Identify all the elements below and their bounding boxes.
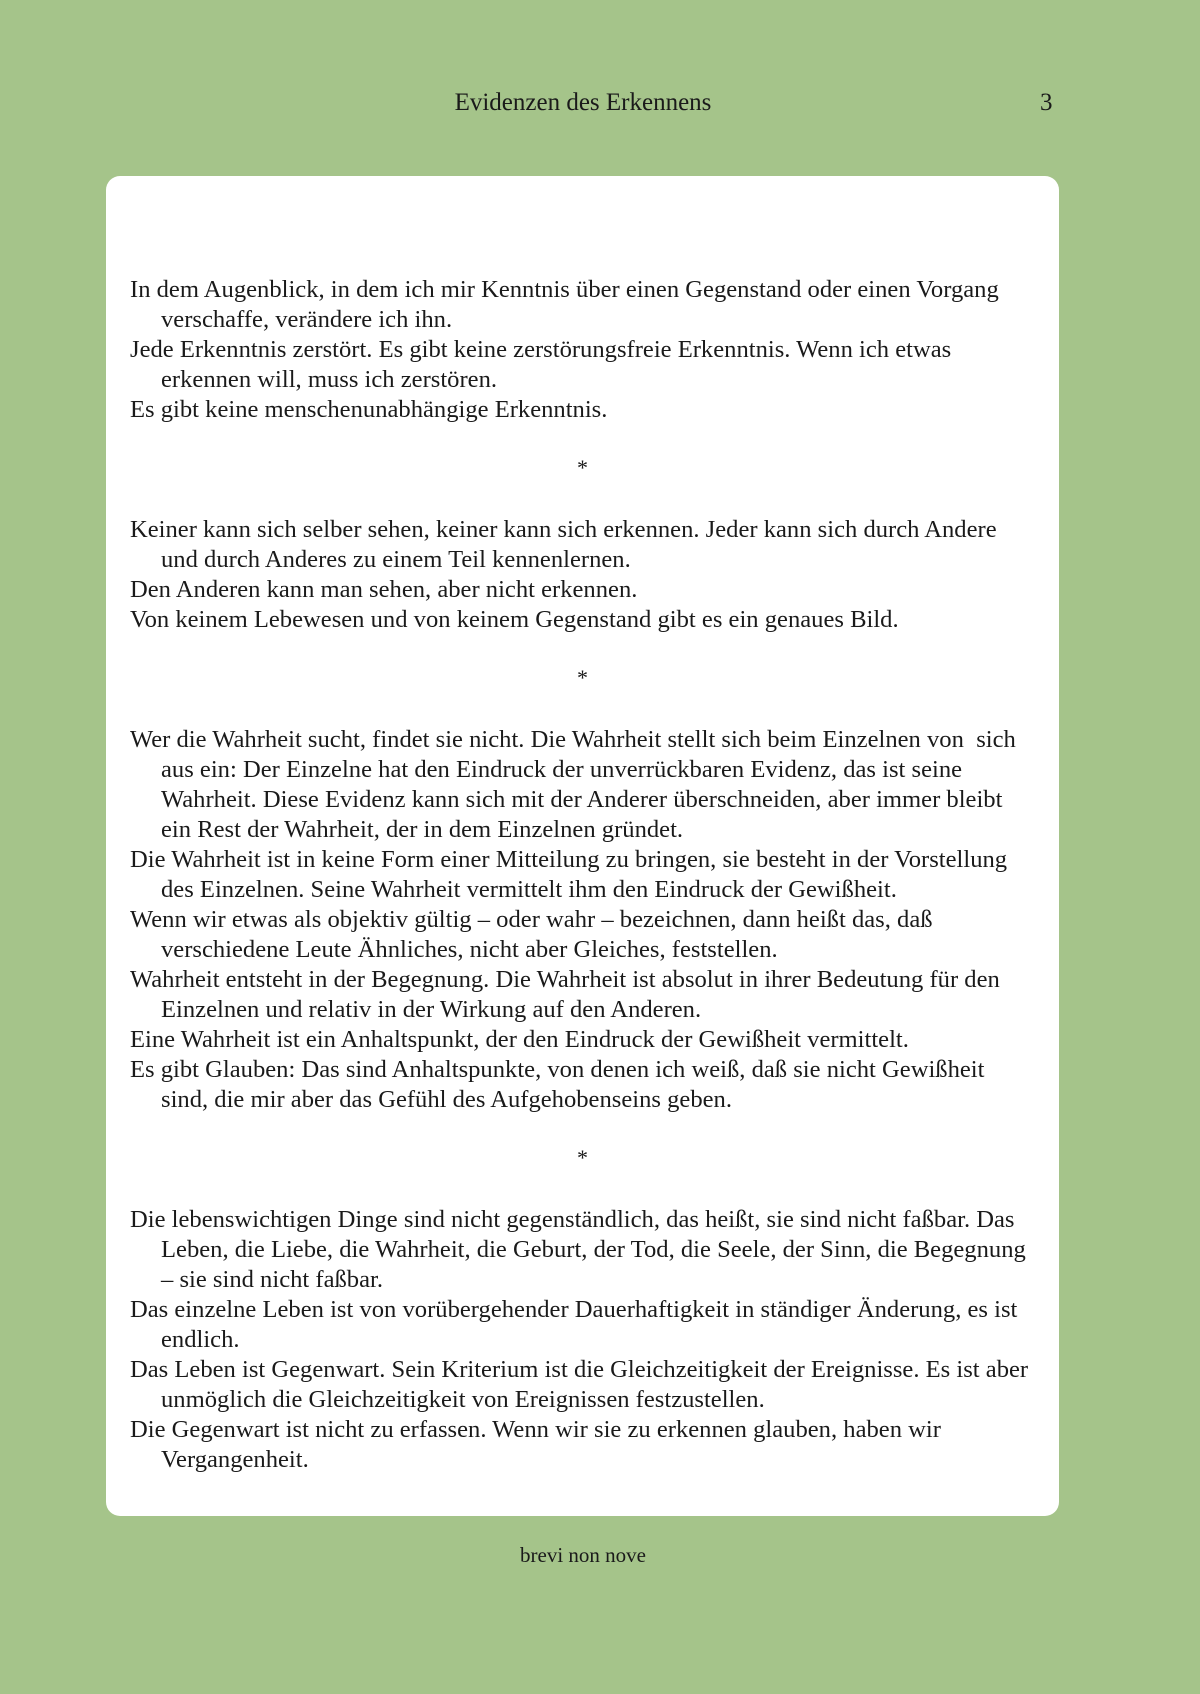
paragraph: Jede Erkenntnis zerstört. Es gibt keine zerstörungsfreie Erkenntnis. Wenn ich etwas erkennen will, muss ich zerstören. xyxy=(130,336,958,393)
paragraph: Von keinem Lebewesen und von keinem Gegenstand gibt es ein genaues Bild. xyxy=(130,606,899,633)
section-seeing xyxy=(130,515,1035,635)
paragraph: Die lebenswichtigen Dinge sind nicht gegenständlich, das heißt, sie sind nicht faßbar. Das Leben, die Liebe, die Wahrheit, die Geburt, der Tod, die Seele, der Sinn, die Begegnung – sie sind nicht faßbar. xyxy=(130,1206,1032,1293)
section-truth xyxy=(130,725,1035,1115)
page-number: 3 xyxy=(1040,89,1053,116)
section-separator: * xyxy=(577,455,588,480)
paragraph: Wer die Wahrheit sucht, findet sie nicht. Die Wahrheit stellt sich beim Einzelnen von sich aus ein: Der Einzelne hat den Eindruck der unverrückbaren Evidenz, das ist seine Wahrheit. Diese Evidenz kann sich mit der Anderer überschneiden, aber immer bleibt ein Rest der Wahrheit, der in dem Einzelnen gründet. xyxy=(130,726,1022,843)
paragraph: Die Gegenwart ist nicht zu erfassen. Wenn wir sie zu erkennen glauben, haben wir Vergangenheit. xyxy=(130,1416,947,1473)
section-knowledge xyxy=(130,275,1035,425)
paragraph: In dem Augenblick, in dem ich mir Kenntnis über einen Gegenstand oder einen Vorgang verschaffe, verändere ich ihn. xyxy=(130,276,1005,333)
paragraph: Das Leben ist Gegenwart. Sein Kriterium ist die Gleichzeitigkeit der Ereignisse. Es ist aber unmöglich die Gleichzeitigkeit von Ereignissen festzustellen. xyxy=(130,1356,1035,1413)
running-title: Evidenzen des Erkennens xyxy=(454,89,712,116)
paragraph: Den Anderen kann man sehen, aber nicht erkennen. xyxy=(130,576,638,603)
section-life xyxy=(130,1205,1035,1475)
paragraph: Es gibt Glauben: Das sind Anhaltspunkte, von denen ich weiß, daß sie nicht Gewißheit sind, die mir aber das Gefühl des Aufgehobenseins geben. xyxy=(130,1056,991,1113)
section-separator: * xyxy=(577,665,588,690)
section-separator: * xyxy=(577,1145,588,1170)
paragraph: Die Wahrheit ist in keine Form einer Mitteilung zu bringen, sie besteht in der Vorstellung des Einzelnen. Seine Wahrheit vermittelt ihm den Eindruck der Gewißheit. xyxy=(130,846,1014,903)
paragraph: Wahrheit entsteht in der Begegnung. Die Wahrheit ist absolut in ihrer Bedeutung für den Einzelnen und relativ in der Wirkung auf den Anderen. xyxy=(130,966,1006,1023)
publisher-footer: brevi non nove xyxy=(520,1543,646,1567)
paragraph: Wenn wir etwas als objektiv gültig – oder wahr – bezeichnen, dann heißt das, daß verschiedene Leute Ähnliches, nicht aber Gleiches, feststellen. xyxy=(130,906,939,963)
paragraph: Eine Wahrheit ist ein Anhaltspunkt, der den Eindruck der Gewißheit vermittelt. xyxy=(130,1026,909,1053)
paragraph: Keiner kann sich selber sehen, keiner kann sich erkennen. Jeder kann sich durch Andere und durch Anderes zu einem Teil kennenlernen. xyxy=(130,516,1003,573)
paragraph: Das einzelne Leben ist von vorübergehender Dauerhaftigkeit in ständiger Änderung, es ist endlich. xyxy=(130,1296,1024,1353)
text-card xyxy=(106,176,1059,1516)
paragraph: Es gibt keine menschenunabhängige Erkenntnis. xyxy=(130,396,608,423)
